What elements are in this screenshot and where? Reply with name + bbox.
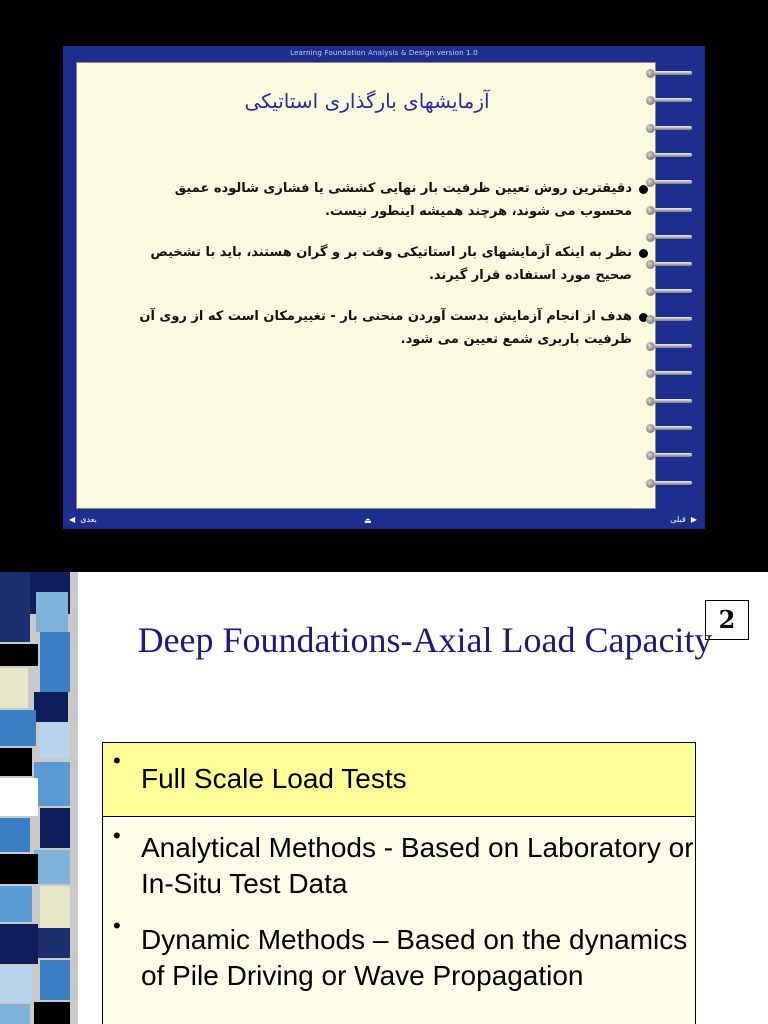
binding-ring-icon (636, 66, 694, 80)
next-label: قبلی (670, 515, 686, 524)
stripe-block (34, 1002, 70, 1024)
bullet-icon: • (113, 913, 121, 938)
bullet-text: دقیقترین روش تعیین ظرفیت بار نهایی کششی یا فشاری شالوده عمیق محسوب می شوند، هرچند همیشه اینطور نیست. (174, 181, 632, 219)
stripe-block (0, 924, 38, 964)
binding-ring-icon (636, 476, 694, 490)
stripe-block (40, 886, 70, 928)
binding-ring-icon (636, 121, 694, 135)
list-item-text: Dynamic Methods – Based on the dynamics of Pile Driving or Wave Propagation (141, 924, 688, 991)
left-arrow-icon: ◀ (69, 515, 76, 524)
bullet-item (133, 177, 648, 223)
list-item (103, 908, 695, 994)
list-item-text: Analytical Methods - Based on Laboratory or In-Situ Test Data (141, 832, 694, 899)
bullet-text: هدف از انجام آزمایش بدست آوردن منحنی بار - تغییرمکان است که از روی آن ظرفیت باربری شمع تعیین می شود. (139, 309, 632, 347)
binding-ring-icon (636, 230, 694, 244)
binding-ring-icon (636, 284, 694, 298)
binding-ring-icon (636, 312, 694, 326)
stripe-block (0, 1004, 30, 1024)
right-arrow-icon: ▶ (690, 515, 697, 524)
next-button[interactable] (670, 511, 697, 529)
slide-number: 2 (705, 600, 749, 640)
stripe-block (40, 632, 70, 692)
list-item (103, 818, 695, 908)
binding-ring-icon (636, 257, 694, 271)
bullet-list-fa (133, 177, 648, 369)
eject-icon: ⏏ (364, 516, 372, 525)
decorative-stripe (0, 572, 78, 1024)
stripe-block (0, 572, 30, 642)
bullet-icon: • (113, 823, 121, 848)
spiral-binding (636, 66, 696, 506)
stripe-block (0, 886, 32, 922)
bullet-list (102, 742, 696, 1024)
stripe-block (36, 592, 68, 632)
binding-ring-icon (636, 448, 694, 462)
english-slide (0, 572, 768, 1024)
stripe-block (0, 966, 32, 1002)
stripe-block (0, 710, 36, 746)
navigation-bar (63, 511, 705, 529)
stripe-block (0, 748, 32, 776)
binding-ring-icon (636, 394, 694, 408)
binding-ring-icon (636, 148, 694, 162)
list-item-highlighted (103, 743, 695, 817)
stripe-block (40, 960, 70, 1000)
binding-ring-icon (636, 203, 694, 217)
stripe-block (0, 818, 30, 852)
bullet-item (133, 305, 648, 351)
stripe-block (34, 762, 70, 806)
previous-button[interactable] (69, 511, 97, 529)
window-title: Learning Foundation Analysis & Design version 1.0 (290, 49, 478, 57)
binding-ring-icon (636, 421, 694, 435)
stripe-block (0, 778, 38, 816)
bullet-item (133, 241, 648, 287)
bullet-text: نظر به اینکه آزمایشهای بار استاتیکی وقت بر و گران هستند، باید با تشخیص صحیح مورد استفاده قرار گیرند. (150, 245, 632, 283)
page-title: Deep Foundations-Axial Load Capacity (137, 620, 713, 660)
previous-label: بعدی (80, 515, 97, 524)
stripe-block (34, 850, 70, 884)
stripe-block (40, 722, 70, 758)
stripe-block (34, 692, 68, 722)
notebook-page (76, 62, 656, 509)
stripe-block (0, 668, 28, 708)
stripe-block (0, 854, 38, 884)
slide-title-fa: آزمایشهای بارگذاری استاتیکی (244, 89, 490, 113)
binding-ring-icon (636, 175, 694, 189)
stripe-block (34, 928, 70, 958)
binding-ring-icon (636, 339, 694, 353)
bullet-icon: • (113, 748, 121, 773)
stripe-block (0, 644, 38, 666)
list-item-text: Full Scale Load Tests (141, 763, 407, 794)
binding-ring-icon (636, 366, 694, 380)
binding-ring-icon (636, 93, 694, 107)
stripe-block (40, 808, 70, 848)
home-button[interactable] (364, 512, 372, 530)
